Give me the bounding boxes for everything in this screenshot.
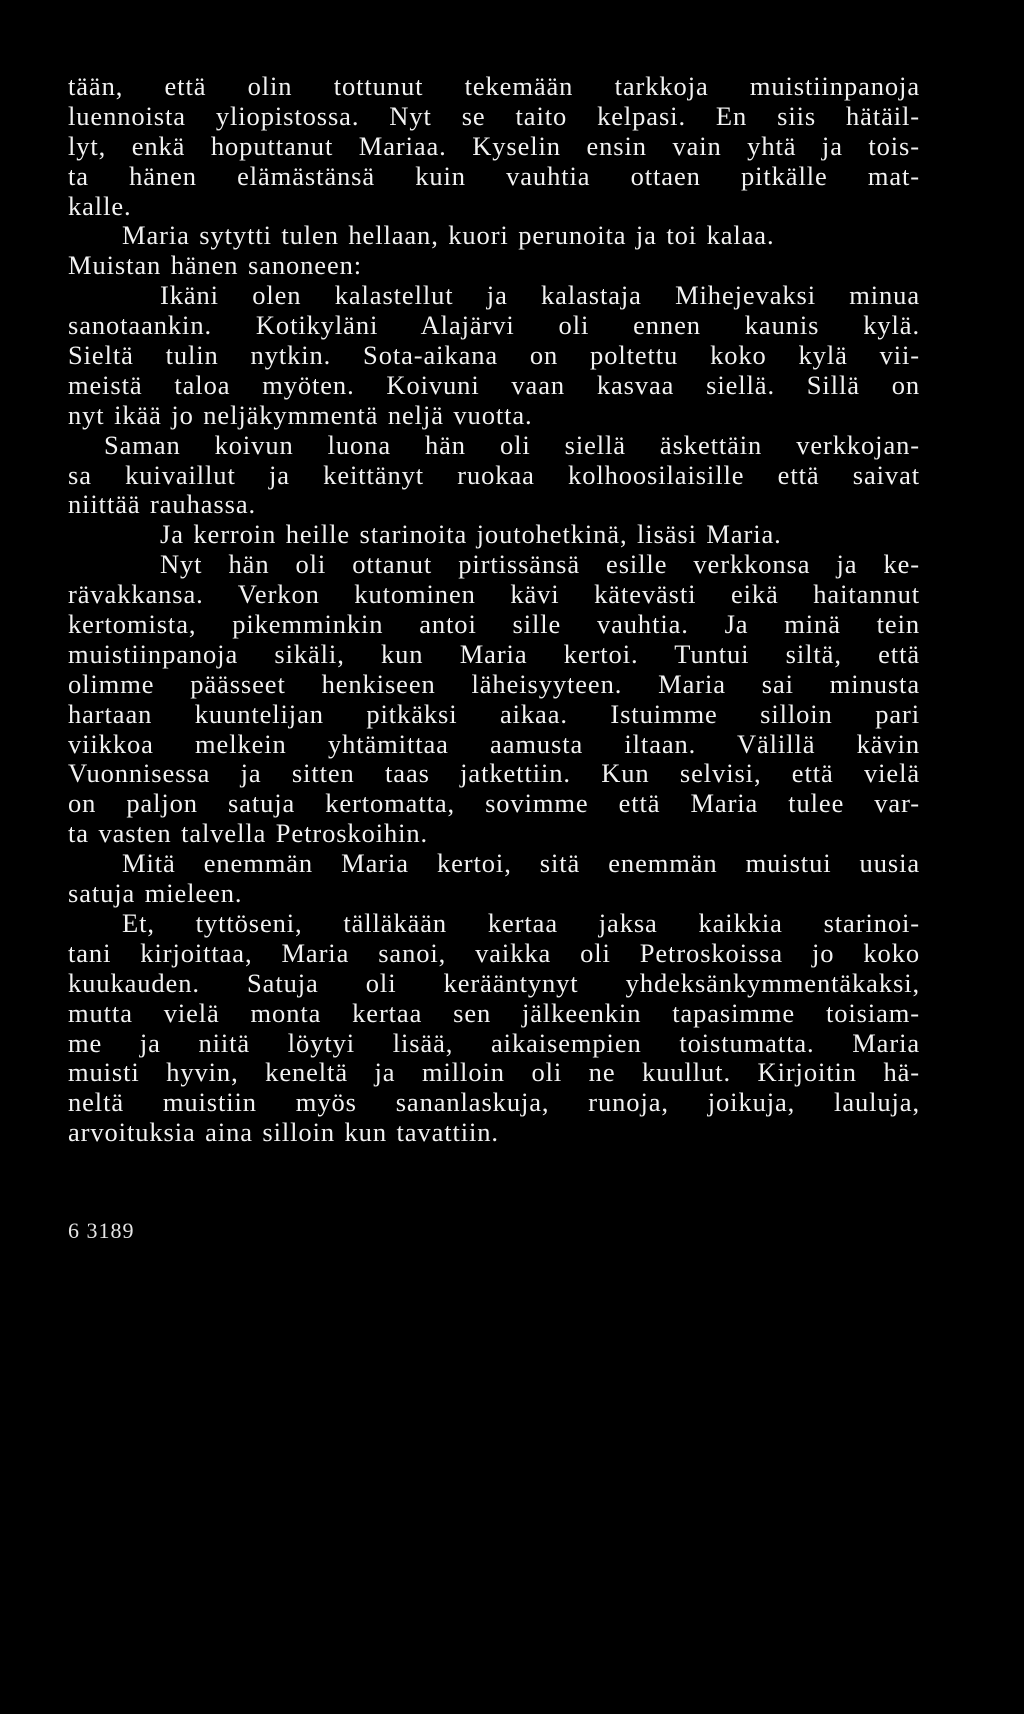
text-line-5: kalle.	[68, 190, 132, 221]
text-line-22: hartaan kuuntelijan pitkäksi aikaa. Istuimme silloin pari	[68, 699, 920, 729]
text-line-13: Saman koivun luona hän oli siellä äskettäin verkkojan-	[104, 430, 920, 460]
text-line-3: lyt, enkä hoputtanut Mariaa. Kyselin ensin vain yhtä ja tois-	[68, 131, 920, 161]
text-line-33: me ja niitä löytyi lisää, aikaisempien toistumatta. Maria	[68, 1028, 920, 1058]
text-line-26: ta vasten talvella Petroskoihin.	[68, 818, 429, 849]
text-line-32: mutta vielä monta kertaa sen jälkeenkin tapasimme toisiam-	[68, 998, 920, 1028]
text-line-14: sa kuivaillut ja keittänyt ruokaa kolhoosilaisille että saivat	[68, 460, 920, 490]
text-line-23: viikkoa melkein yhtämittaa aamusta iltaan. Välillä kävin	[68, 729, 920, 759]
text-line-1: tään, että olin tottunut tekemään tarkkoja muistiinpanoja	[68, 72, 920, 101]
text-line-10: Sieltä tulin nytkin. Sota-aikana on poltettu koko kylä vii-	[68, 341, 920, 371]
text-line-16: Ja kerroin heille starinoita joutohetkinä, lisäsi Maria.	[160, 519, 782, 550]
text-line-27: Mitä enemmän Maria kertoi, sitä enemmän muistui uusia	[122, 849, 920, 879]
text-line-24: Vuonnisessa ja sitten taas jatkettiin. Kun selvisi, että vielä	[68, 759, 920, 789]
text-line-2: luennoista yliopistossa. Nyt se taito kelpasi. En siis hätäil-	[68, 101, 920, 131]
text-line-30: tani kirjoittaa, Maria sanoi, vaikka oli Petroskoissa jo koko	[68, 938, 920, 968]
text-line-19: kertomista, pikemminkin antoi sille vauhtia. Ja minä tein	[68, 610, 920, 640]
text-line-20: muistiinpanoja sikäli, kun Maria kertoi. Tuntui siltä, että	[68, 639, 920, 669]
text-line-17: Nyt hän oli ottanut pirtissänsä esille verkkonsa ja ke-	[160, 550, 920, 580]
text-line-34: muisti hyvin, keneltä ja milloin oli ne kuullut. Kirjoitin hä-	[68, 1058, 920, 1088]
text-line-21: olimme päässeet henkiseen läheisyyteen. Maria sai minusta	[68, 669, 920, 699]
text-line-29: Et, tyttöseni, tälläkään kertaa jaksa kaikkia starinoi-	[122, 908, 920, 938]
text-line-31: kuukauden. Satuja oli kerääntynyt yhdeksänkymmentäkaksi,	[68, 968, 920, 998]
text-line-4: ta hänen elämästänsä kuin vauhtia ottaen pitkälle mat-	[68, 161, 920, 191]
text-line-36: arvoituksia aina silloin kun tavattiin.	[68, 1117, 499, 1148]
text-line-28: satuja mieleen.	[68, 878, 243, 909]
text-line-25: on paljon satuja kertomatta, sovimme että Maria tulee var-	[68, 789, 920, 819]
text-line-7: Muistan hänen sanoneen:	[68, 250, 363, 281]
page-number: 6 3189	[68, 1218, 135, 1243]
text-line-35: neltä muistiin myös sananlaskuja, runoja, joikuja, lauluja,	[68, 1088, 920, 1118]
text-line-12: nyt ikää jo neljäkymmentä neljä vuotta.	[68, 399, 533, 430]
text-line-9: sanotaankin. Kotikyläni Alajärvi oli ennen kaunis kylä.	[68, 311, 920, 341]
body-text	[68, 72, 920, 1148]
text-line-6: Maria sytytti tulen hellaan, kuori perunoita ja toi kalaa.	[122, 220, 775, 251]
text-line-18: rävakkansa. Verkon kutominen kävi kätevästi eikä haitannut	[68, 580, 920, 610]
text-line-8: Ikäni olen kalastellut ja kalastaja Mihejevaksi minua	[160, 281, 920, 311]
text-line-11: meistä taloa myöten. Koivuni vaan kasvaa siellä. Sillä on	[68, 370, 920, 400]
text-line-15: niittää rauhassa.	[68, 489, 257, 520]
